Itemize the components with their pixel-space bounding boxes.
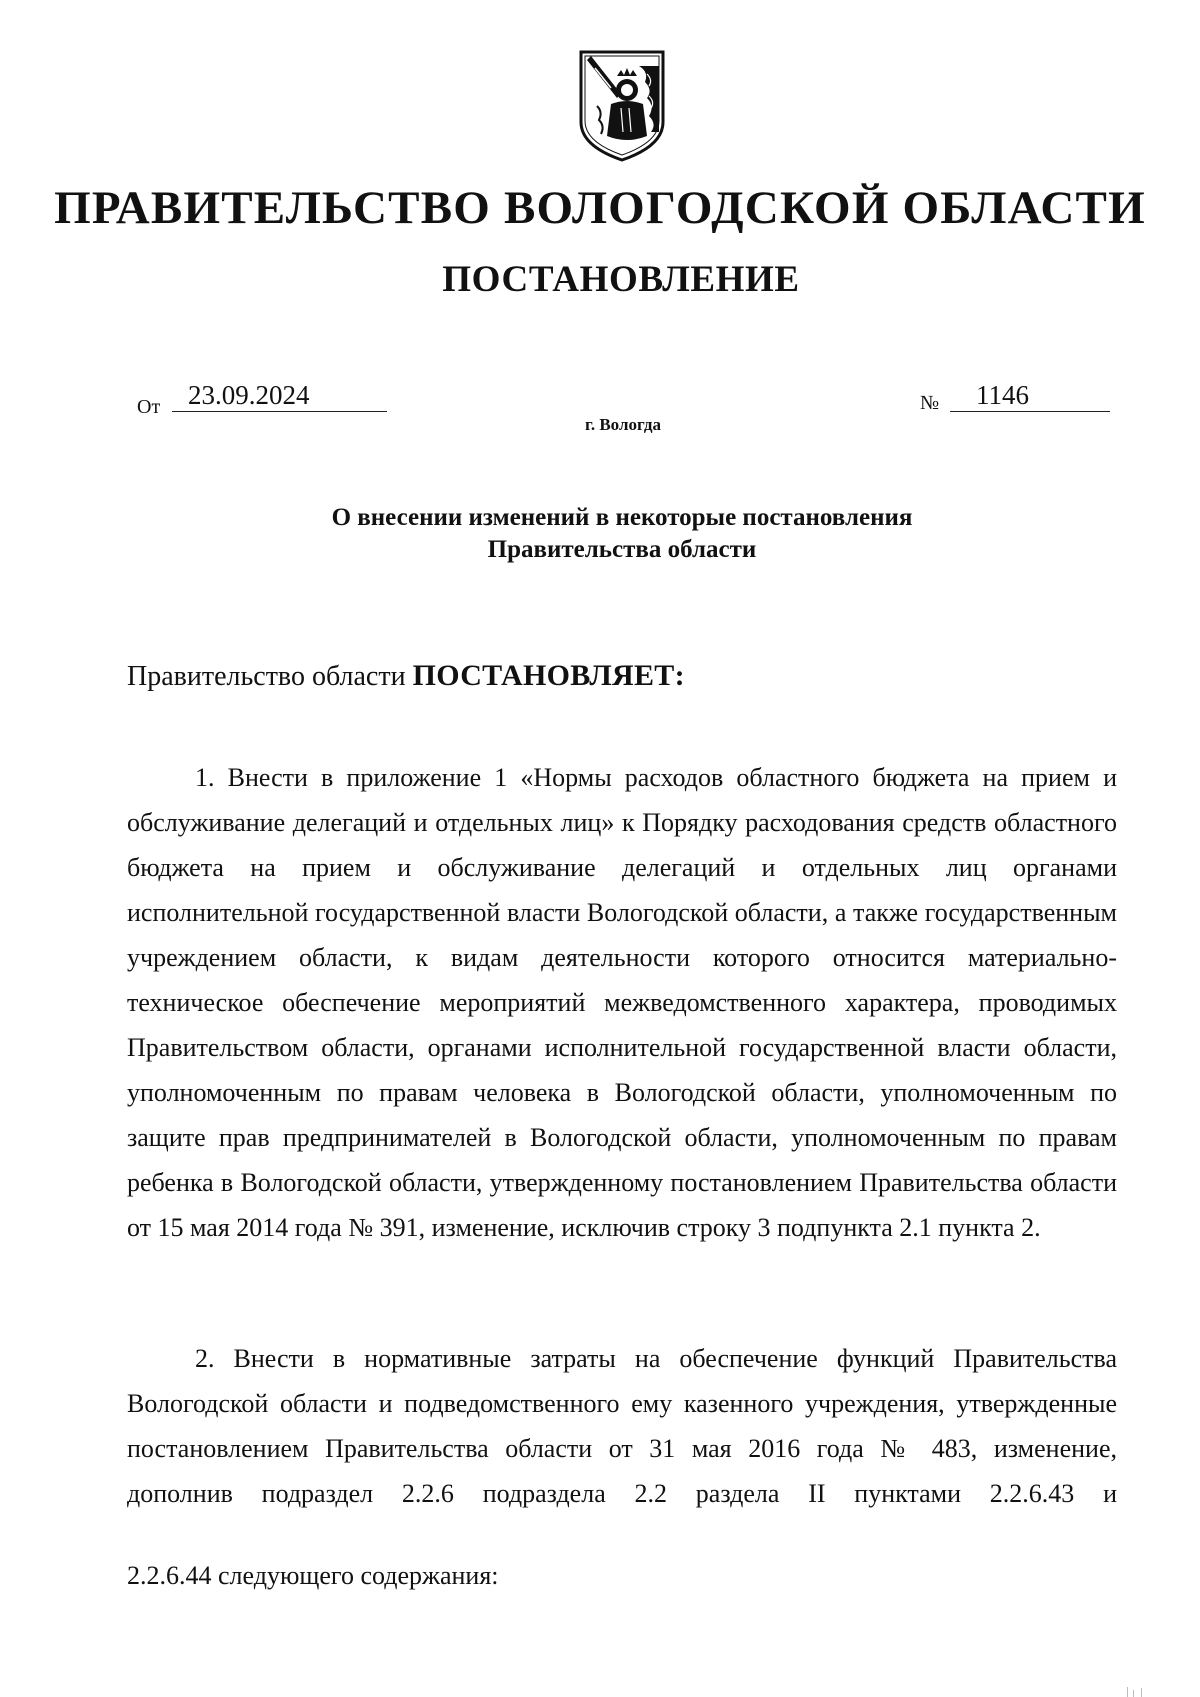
number-underline <box>950 411 1110 412</box>
scan-mark <box>1127 1687 1128 1697</box>
subject-line-2: Правительства области <box>487 536 757 563</box>
government-title: ПРАВИТЕЛЬСТВО ВОЛОГОДСКОЙ ОБЛАСТИ <box>54 182 1146 234</box>
date-label: От <box>137 396 161 418</box>
paragraph-2-last-line: 2.2.6.44 следующего содержания: <box>127 1561 499 1590</box>
document-type: ПОСТАНОВЛЕНИЕ <box>442 259 800 300</box>
preamble-resolves: ПОСТАНОВЛЯЕТ: <box>412 659 685 692</box>
city: г. Вологда <box>585 415 661 434</box>
document-subject <box>0 502 1200 566</box>
preamble-text: Правительство области <box>127 661 406 692</box>
subject-line-1: О внесении изменений в некоторые постановления <box>331 504 913 531</box>
number-value: 1146 <box>976 380 1029 410</box>
coat-of-arms-icon <box>577 46 667 164</box>
date-underline <box>172 411 387 412</box>
paragraph-2: 2. Внести в нормативные затраты на обеспечение функций Правительства Вологодской области и подведомственного ему казенного учреждения, утвержденные постановлением Правительства области от 31 мая 2016 года № 483, изменение, дополнив подраздел 2.2.6 подраздела 2.2 раздела II пунктами 2.2.6.43 и <box>127 1344 1117 1508</box>
number-label: № <box>920 392 940 414</box>
preamble <box>127 659 685 693</box>
paragraph-1: 1. Внести в приложение 1 «Нормы расходов областного бюджета на прием и обслуживание делегаций и отдельных лиц» к Порядку расходования средств областного бюджета на прием и обслуживание делегаций и отдельных лиц органами исполнительной государственной власти Вологодской области, а также государственным учреждением области, к видам деятельности которого относится материально-техническое обеспечение мероприятий межведомственного характера, проводимых Правительством области, органами исполнительной государственной власти области, уполномоченным по правам человека в Вологодской области, уполномоченным по защите прав предпринимателей в Вологодской области, уполномоченным по правам ребенка в Вологодской области, утвержденному постановлением Правительства области от 15 мая 2014 года № 391, изменение, исключив строку 3 подпункта 2.1 пункта 2. <box>127 763 1117 1242</box>
date-value: 23.09.2024 <box>188 380 310 410</box>
scan-mark <box>1141 1688 1142 1697</box>
scan-mark <box>1133 1690 1134 1697</box>
